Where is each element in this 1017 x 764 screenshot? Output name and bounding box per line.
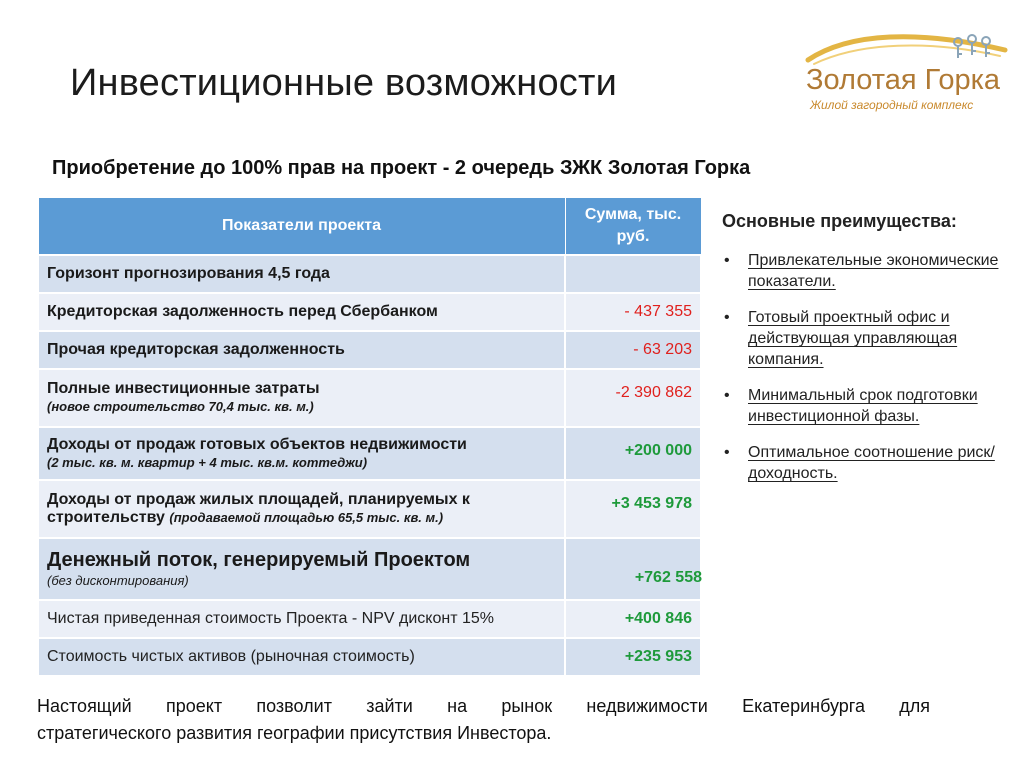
row-label: Полные инвестиционные затраты bbox=[47, 380, 320, 397]
table-row bbox=[38, 293, 701, 331]
bullet-icon: • bbox=[724, 252, 730, 269]
logo-tagline: Жилой загородный комплекс bbox=[810, 98, 974, 112]
advantage-text: Оптимальное соотношение риск/доходность. bbox=[748, 444, 995, 482]
table-row bbox=[38, 538, 701, 600]
advantage-text: Готовый проектный офис и действующая управляющая компания. bbox=[748, 309, 958, 368]
footer-line-1: Настоящий проект позволит зайти на рынок недвижимости Екатеринбурга для bbox=[37, 696, 930, 716]
row-label-cell bbox=[38, 427, 565, 480]
table-row bbox=[38, 255, 701, 293]
section-subtitle: Приобретение до 100% прав на проект - 2 очередь ЗЖК Золотая Горка bbox=[52, 157, 751, 179]
row-value: +400 846 bbox=[565, 600, 701, 638]
row-label-cell bbox=[38, 480, 565, 538]
row-value-cell bbox=[565, 538, 701, 600]
row-value: - 437 355 bbox=[565, 293, 701, 331]
advantages-title: Основные преимущества: bbox=[722, 211, 957, 231]
table-row bbox=[38, 427, 701, 480]
row-value: +762 558 bbox=[634, 569, 702, 586]
row-label: Кредиторская задолженность перед Сбербанком bbox=[38, 293, 565, 331]
bullet-icon: • bbox=[724, 444, 730, 461]
project-metrics-table bbox=[37, 197, 702, 677]
row-label-cell bbox=[38, 538, 565, 600]
row-label-cell bbox=[38, 369, 565, 427]
footer-text bbox=[37, 693, 930, 747]
row-label: Горизонт прогнозирования 4,5 года bbox=[38, 255, 565, 293]
logo-name: Золотая Горка bbox=[806, 64, 1001, 96]
table-row bbox=[38, 331, 701, 369]
row-value: +235 953 bbox=[565, 638, 701, 676]
table-row bbox=[38, 600, 701, 638]
bullet-icon: • bbox=[724, 387, 730, 404]
row-label: Стоимость чистых активов (рыночная стоимость) bbox=[38, 638, 565, 676]
footer-line-2: стратегического развития географии присутствия Инвестора. bbox=[37, 723, 552, 743]
advantages-list bbox=[722, 250, 1007, 499]
row-label: Доходы от продаж жилых площадей, планируемых к строительству bbox=[47, 491, 470, 526]
row-value: -2 390 862 bbox=[565, 369, 701, 427]
row-label: Прочая кредиторская задолженность bbox=[38, 331, 565, 369]
header-amount bbox=[565, 198, 701, 256]
row-value: +200 000 bbox=[565, 427, 701, 480]
list-item bbox=[722, 385, 1007, 427]
row-value: +3 453 978 bbox=[565, 480, 701, 538]
advantage-text: Минимальный срок подготовки инвестиционной фазы. bbox=[748, 387, 978, 425]
bullet-icon: • bbox=[724, 309, 730, 326]
table-row bbox=[38, 480, 701, 538]
table-row bbox=[38, 369, 701, 427]
header-indicator: Показатели проекта bbox=[38, 198, 565, 256]
row-note: (новое строительство 70,4 тыс. кв. м.) bbox=[47, 399, 314, 414]
row-label: Денежный поток, генерируемый Проектом bbox=[47, 548, 471, 571]
header-amount-line1: Сумма, тыс. bbox=[584, 206, 682, 223]
row-label: Доходы от продаж готовых объектов недвижимости bbox=[47, 435, 467, 453]
row-note: (продаваемой площадью 65,5 тыс. кв. м.) bbox=[169, 510, 444, 525]
list-item bbox=[722, 250, 1007, 292]
table-header-row bbox=[38, 198, 701, 256]
row-value bbox=[565, 255, 701, 293]
page-title: Инвестиционные возможности bbox=[70, 62, 618, 104]
row-note: (2 тыс. кв. м. квартир + 4 тыс. кв.м. коттеджи) bbox=[47, 454, 368, 470]
table-row bbox=[38, 638, 701, 676]
row-label: Чистая приведенная стоимость Проекта - NPV дисконт 15% bbox=[38, 600, 565, 638]
list-item bbox=[722, 307, 1007, 370]
row-note: (без дисконтирования) bbox=[47, 572, 189, 588]
advantage-text: Привлекательные экономические показатели. bbox=[748, 252, 999, 290]
list-item bbox=[722, 442, 1007, 484]
header-amount-line2: руб. bbox=[616, 228, 650, 245]
row-value: - 63 203 bbox=[565, 331, 701, 369]
company-logo bbox=[800, 28, 1010, 118]
